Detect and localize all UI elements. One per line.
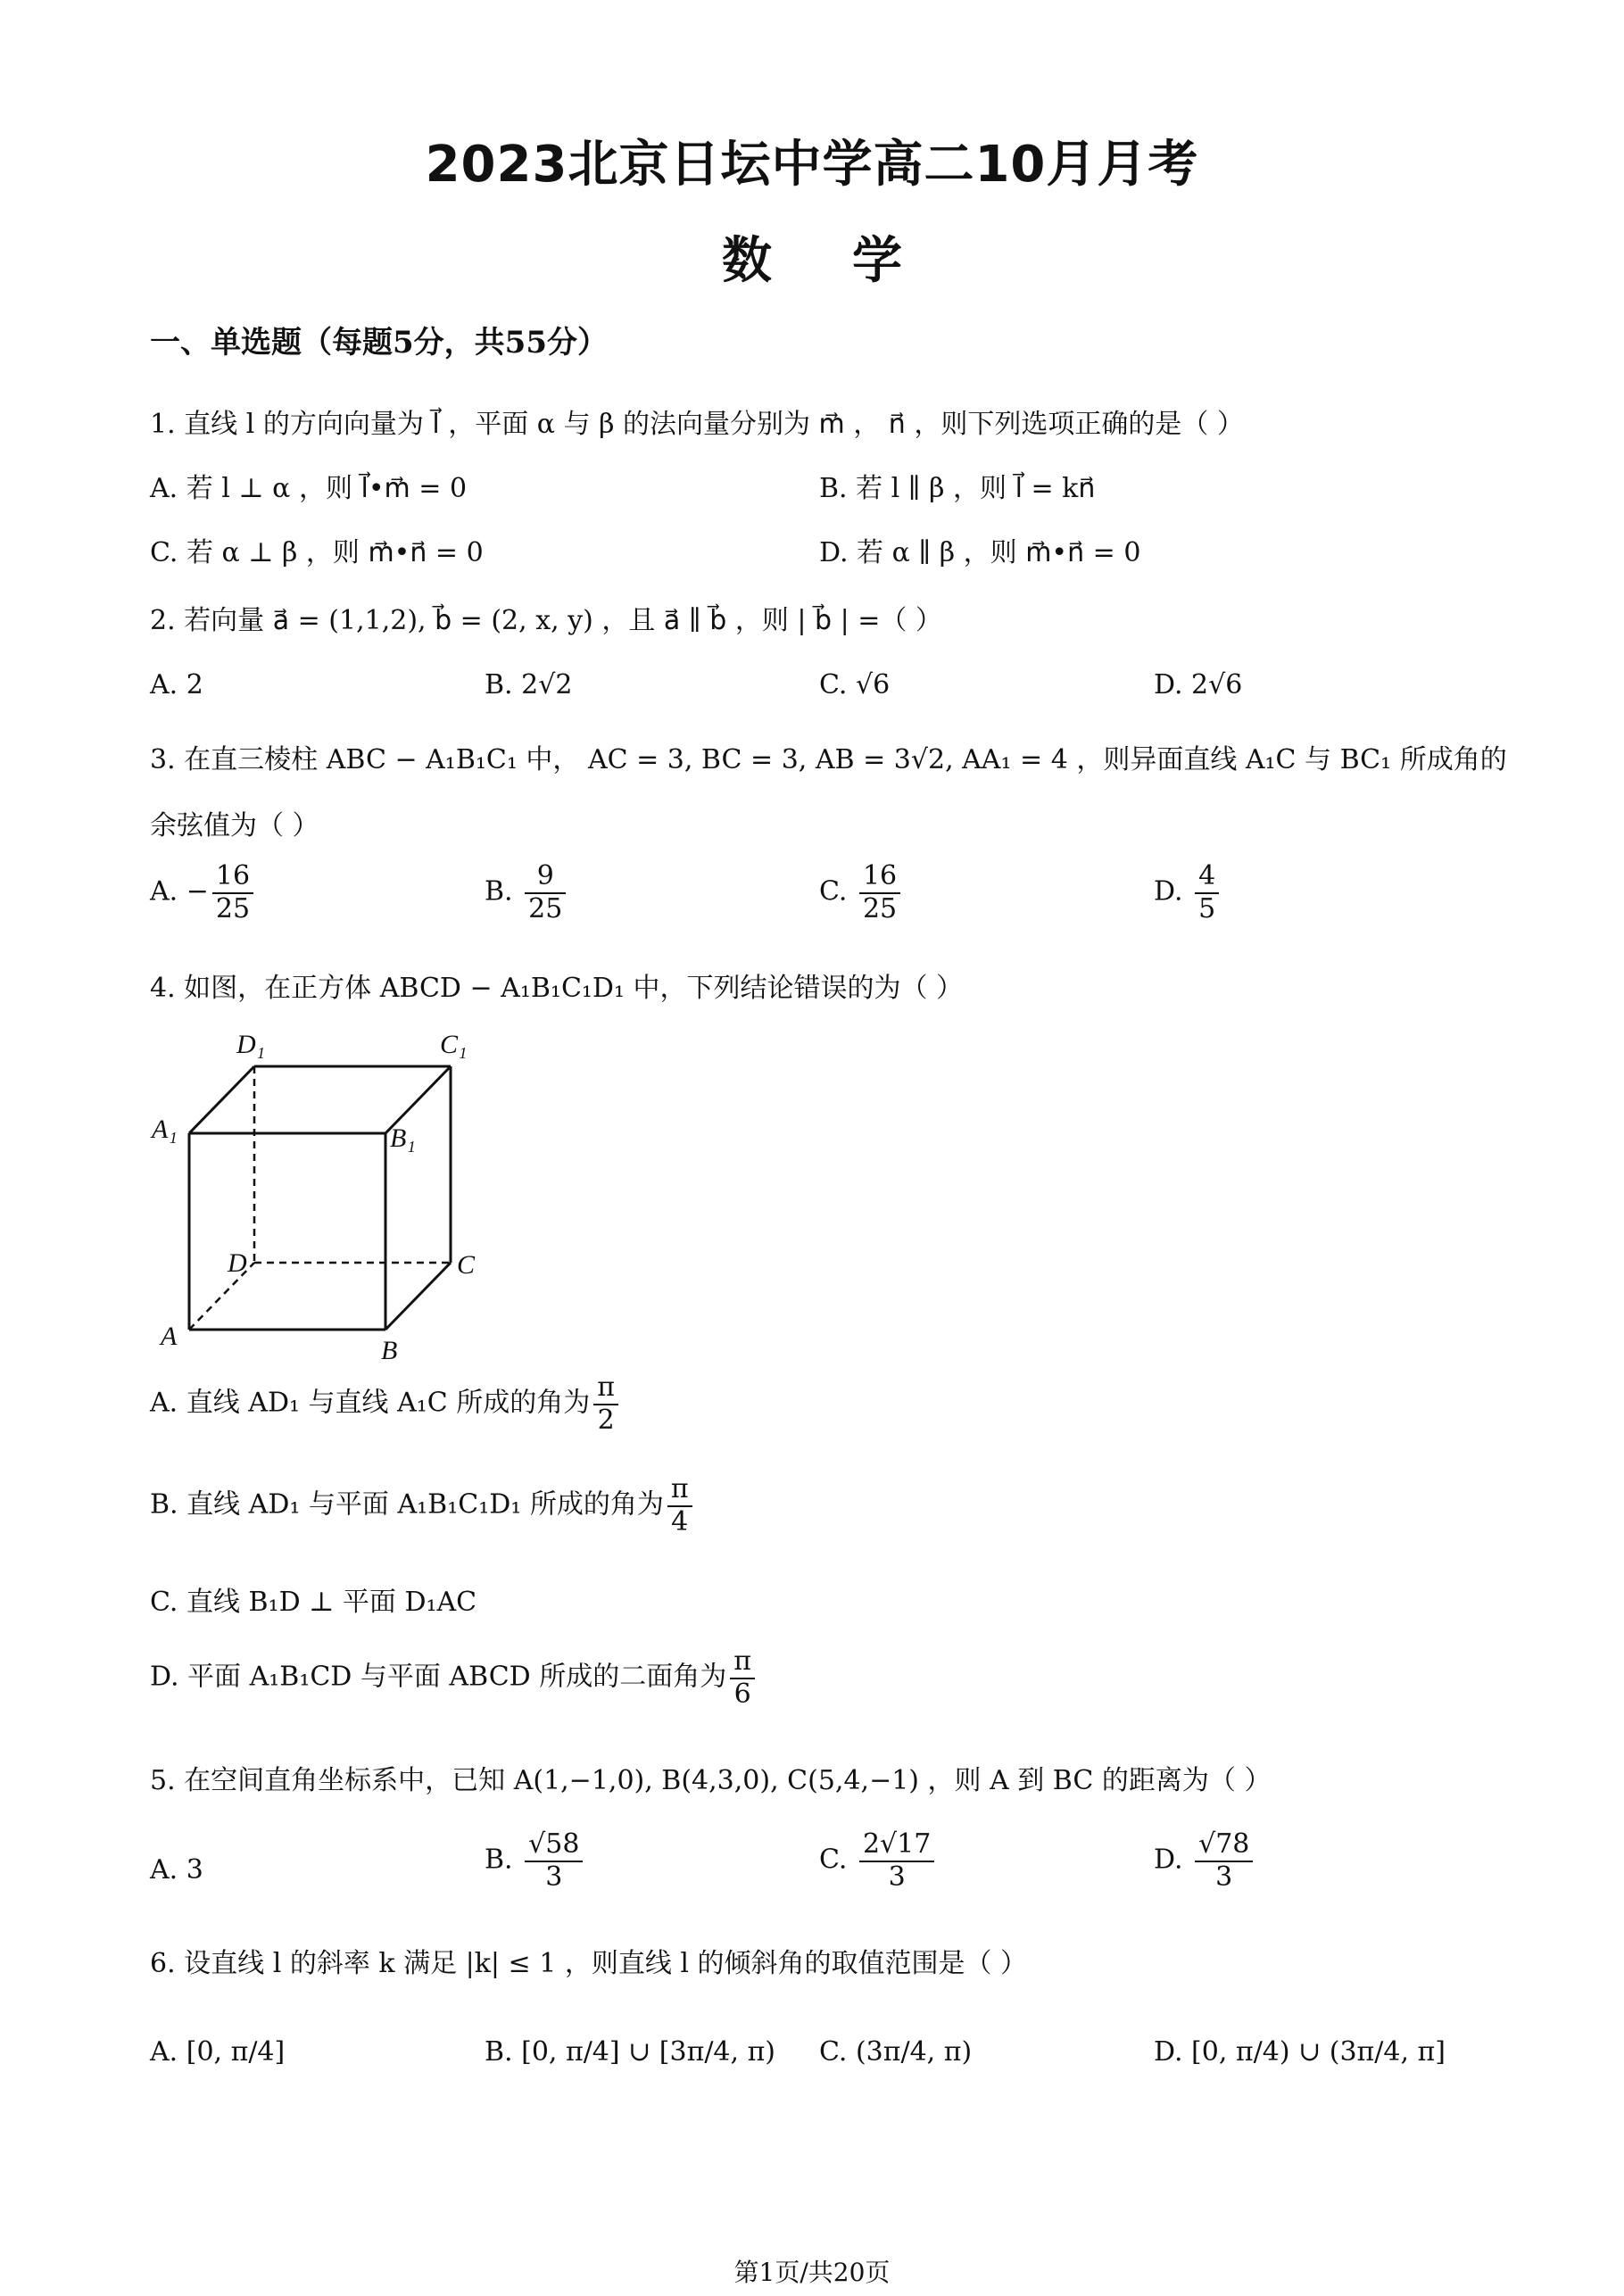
q4-option-b — [150, 1474, 696, 1538]
denominator: 3 — [1215, 1861, 1233, 1893]
page-title: 2023北京日坛中学高二10月月考 — [425, 136, 1199, 194]
numerator: √58 — [525, 1829, 583, 1862]
subject-title: 数学 — [722, 232, 982, 290]
q4-option-a — [150, 1372, 622, 1436]
option-text: B. 直线 AD₁ 与平面 A₁B₁C₁D₁ 所成的角为 — [150, 1488, 664, 1521]
label-c1: C₁ — [440, 1030, 468, 1059]
minus-sign: − — [186, 875, 209, 908]
option-label: C. — [819, 875, 848, 908]
q1-option-a: A. 若 l ⊥ α ，则 l⃗•m⃗ = 0 — [150, 473, 468, 504]
numerator: 4 — [1195, 861, 1219, 894]
label-b1: B₁ — [390, 1123, 416, 1153]
option-label: C. — [819, 1844, 848, 1876]
q1-option-b: B. 若 l ∥ β ，则 l⃗ = kn⃗ — [819, 473, 1096, 504]
q2-option-b: B. 2√2 — [485, 669, 573, 700]
denominator: 5 — [1198, 892, 1216, 924]
q6-option-d: D. [0, π/4) ∪ (3π/4, π] — [1154, 2036, 1446, 2068]
fraction — [859, 861, 900, 924]
q6-option-a: A. [0, π/4] — [150, 2036, 286, 2068]
option-label: B. — [485, 1844, 513, 1876]
denominator: 2 — [597, 1404, 615, 1436]
q3-option-b — [485, 861, 569, 924]
section-heading: 一、单选题（每题5分，共55分） — [150, 325, 608, 361]
numerator: 16 — [859, 861, 900, 894]
fraction — [212, 861, 253, 924]
q5-option-c — [819, 1829, 938, 1893]
denominator: 25 — [215, 892, 251, 924]
q2-option-a: A. 2 — [150, 669, 203, 700]
numerator: π — [667, 1474, 692, 1507]
label-a: A — [161, 1322, 178, 1351]
fraction — [859, 1829, 934, 1893]
numerator: π — [730, 1646, 755, 1679]
option-label: A. — [150, 875, 178, 908]
fraction — [1195, 1829, 1253, 1893]
q3-stem: 3. 在直三棱柱 ABC − A₁B₁C₁ 中， AC = 3, BC = 3, AB = 3√2, AA₁ = 4 ，则异面直线 A₁C 与 BC₁ 所成角的 — [150, 744, 1507, 775]
option-label: D. — [1154, 1844, 1183, 1876]
cube-figure — [147, 1013, 522, 1361]
q4-stem: 4. 如图，在正方体 ABCD − A₁B₁C₁D₁ 中，下列结论错误的为（ ） — [150, 973, 964, 1004]
page-footer: 第1页/共20页 — [733, 2258, 891, 2287]
q1-stem: 1. 直线 l 的方向向量为 l⃗ ，平面 α 与 β 的法向量分别为 m⃗ ， n⃗ ，则下列选项正确的是（ ） — [150, 409, 1244, 440]
numerator: √78 — [1195, 1829, 1253, 1862]
fraction — [593, 1372, 618, 1436]
option-label: B. — [485, 875, 513, 908]
q6-stem: 6. 设直线 l 的斜率 k 满足 |k| ≤ 1 ，则直线 l 的倾斜角的取值范围是（ ） — [150, 1948, 1028, 1979]
q5-option-d — [1154, 1829, 1256, 1893]
q2-stem: 2. 若向量 a⃗ = (1,1,2), b⃗ = (2, x, y) ，且 a⃗ ∥ b⃗ ，则 | b⃗ | =（ ） — [150, 605, 942, 636]
fraction — [525, 861, 566, 924]
fraction — [1195, 861, 1219, 924]
q5-stem: 5. 在空间直角坐标系中，已知 A(1,−1,0), B(4,3,0), C(5,4,−1) ，则 A 到 BC 的距离为（ ） — [150, 1765, 1272, 1796]
fraction — [730, 1646, 755, 1710]
denominator: 25 — [862, 892, 898, 924]
edge-a1d1 — [189, 1066, 254, 1133]
q5-option-b — [485, 1829, 586, 1893]
label-c: C — [457, 1250, 476, 1280]
numerator: π — [593, 1372, 618, 1405]
fraction — [667, 1474, 692, 1538]
q5-option-a: A. 3 — [150, 1854, 203, 1886]
q1-option-d: D. 若 α ∥ β ，则 m⃗•n⃗ = 0 — [819, 537, 1141, 568]
denominator: 3 — [888, 1861, 906, 1893]
label-d: D — [228, 1248, 247, 1278]
label-b: B — [381, 1336, 398, 1361]
q3-option-d — [1154, 861, 1222, 924]
option-text: D. 平面 A₁B₁CD 与平面 ABCD 所成的二面角为 — [150, 1661, 727, 1693]
numerator: 2√17 — [859, 1829, 934, 1862]
numerator: 9 — [525, 861, 566, 894]
q2-option-c: C. √6 — [819, 669, 891, 700]
denominator: 3 — [545, 1861, 563, 1893]
option-label: D. — [1154, 875, 1183, 908]
q3-option-c — [819, 861, 904, 924]
denominator: 6 — [733, 1678, 751, 1710]
q4-option-c: C. 直线 B₁D ⊥ 平面 D₁AC — [150, 1587, 477, 1618]
q1-option-c: C. 若 α ⊥ β ，则 m⃗•n⃗ = 0 — [150, 537, 484, 568]
q6-option-c: C. (3π/4, π) — [819, 2036, 973, 2068]
label-d1: D₁ — [236, 1030, 266, 1059]
edge-bc — [385, 1263, 451, 1330]
denominator: 4 — [671, 1505, 689, 1538]
option-text: A. 直线 AD₁ 与直线 A₁C 所成的角为 — [150, 1387, 591, 1419]
label-a1: A₁ — [152, 1115, 178, 1144]
q6-option-b: B. [0, π/4] ∪ [3π/4, π) — [485, 2036, 776, 2068]
q3-stem-cont: 余弦值为（ ） — [150, 810, 319, 841]
fraction — [525, 1829, 583, 1893]
q2-option-d: D. 2√6 — [1154, 669, 1243, 700]
q4-option-d — [150, 1646, 758, 1710]
numerator: 16 — [212, 861, 253, 894]
q3-option-a — [150, 861, 257, 924]
denominator: 25 — [528, 892, 563, 924]
